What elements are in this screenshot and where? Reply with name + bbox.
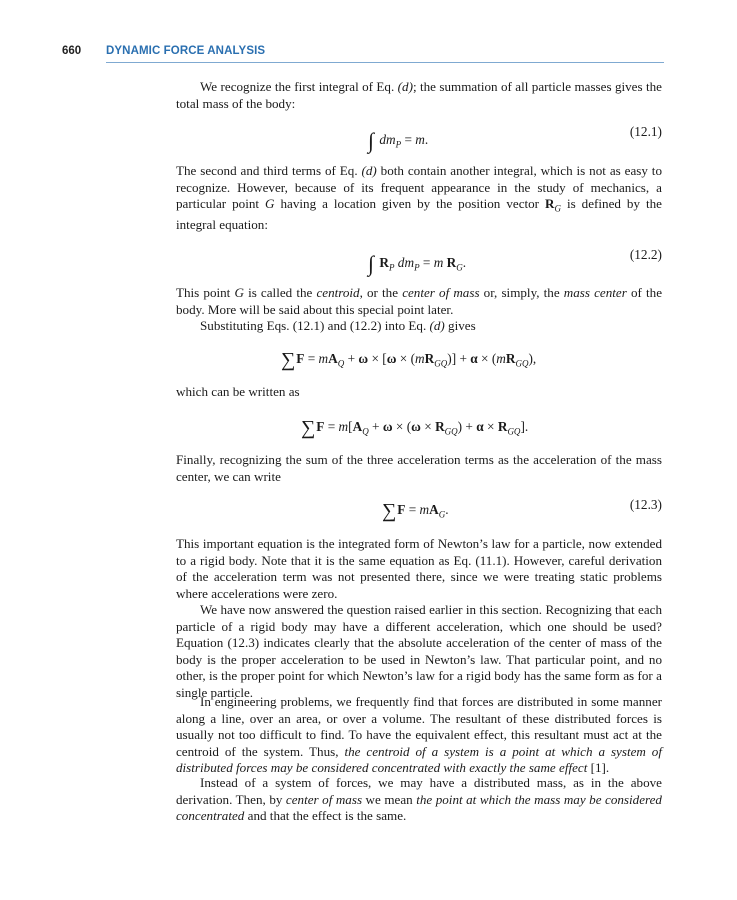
header-rule (106, 62, 664, 63)
paragraph-7-text: This important equation is the integrated form of Newton’s law for a particle, now extended to a rigid body. Note that it is the same equation as Eq. (11.1). However, careful derivation of the acceleration term was not presented there, since we were treating static problems where accelerations were zero. (176, 536, 662, 601)
page-header (62, 45, 664, 65)
equation-12-2 (176, 247, 662, 276)
paragraph-5 (176, 384, 662, 401)
paragraph-8-text: We have now answered the question raised earlier in this section. Recognizing that each particle of a rigid body may have a different acceleration, which one should be used? Equation (12.3) indicates clearly that the absolute acceleration of the center of mass of the body is the proper acceleration to be used in Newton’s law. That particular point, and no other, is the proper point for which Newton’s law for a rigid body has the same form as for a single particle. (176, 602, 662, 700)
paragraph-6 (176, 452, 662, 485)
paragraph-8 (176, 602, 662, 702)
equation-12-3-body: $\sum F = mA_G$. (382, 500, 449, 522)
equation-force-sum-2-body: $\sum F = m[A_Q + \omega \times (\omega \times R_{GQ}) + \alpha \times R_{GQ}]$. (301, 417, 529, 439)
paragraph-10-text: Instead of a system of forces, we may have a distributed mass, as in the above derivation. Then, by center of mass we mean the point at which the mass may be considered concentrated and that the effect is the same. (176, 775, 662, 824)
paragraph-10 (176, 775, 662, 825)
paragraph-1-text: We recognize the first integral of Eq. (d); the summation of all particle masses gives the total mass of the body: (176, 79, 662, 111)
equation-force-sum-2 (176, 414, 662, 439)
equation-12-1-body: ∫ $dm_P = m$. (368, 128, 429, 153)
paragraph-3 (176, 285, 662, 318)
equation-force-sum-1-body: $\sum F = mA_Q + \omega \times [\omega \times (mR_{GQ})] + \alpha \times (mR_{GQ})$, (281, 349, 537, 371)
paragraph-9-text: In engineering problems, we frequently find that forces are distributed in some manner along a line, over an area, or over a volume. The resultant of these distributed forces is usually not too difficult to find. To have the equivalent effect, this resultant must act at the centroid of the system. Thus, the centroid of a system is a point at which a system of distributed forces may be considered concentrated with exactly the same effect [1]. (176, 694, 662, 776)
page-number: 660 (62, 45, 82, 57)
paragraph-4 (176, 318, 662, 335)
equation-12-1-number: (12.1) (629, 124, 662, 139)
equation-12-3-number: (12.3) (629, 497, 662, 512)
chapter-title: DYNAMIC FORCE ANALYSIS (106, 45, 266, 57)
paragraph-4-text: Substituting Eqs. (12.1) and (12.2) into Eq. (d) gives (200, 318, 476, 333)
paragraph-9 (176, 694, 662, 777)
paragraph-2-text: The second and third terms of Eq. (d) both contain another integral, which is not as easy to recognize. However, because of its frequent appearance in the study of mechanics, a particular point G having a location given by the position vector $R_G$ is defined by the integral equation: (176, 163, 662, 233)
paragraph-7 (176, 536, 662, 602)
paragraph-3-text: This point G is called the centroid, or the center of mass or, simply, the mass center of the body. More will be said about this special point later. (176, 285, 663, 317)
equation-12-1 (176, 124, 662, 153)
equation-12-3 (176, 497, 662, 522)
paragraph-1 (176, 79, 662, 112)
paragraph-2 (176, 163, 662, 234)
paragraph-5-text: which can be written as (176, 384, 300, 399)
paragraph-6-text: Finally, recognizing the sum of the three acceleration terms as the acceleration of the mass center, we can write (176, 452, 662, 484)
equation-force-sum-1 (176, 346, 662, 371)
equation-12-2-body: ∫ $R_P$ $dm_P = m$ $R_G$. (368, 251, 467, 276)
equation-12-2-number: (12.2) (629, 247, 662, 262)
